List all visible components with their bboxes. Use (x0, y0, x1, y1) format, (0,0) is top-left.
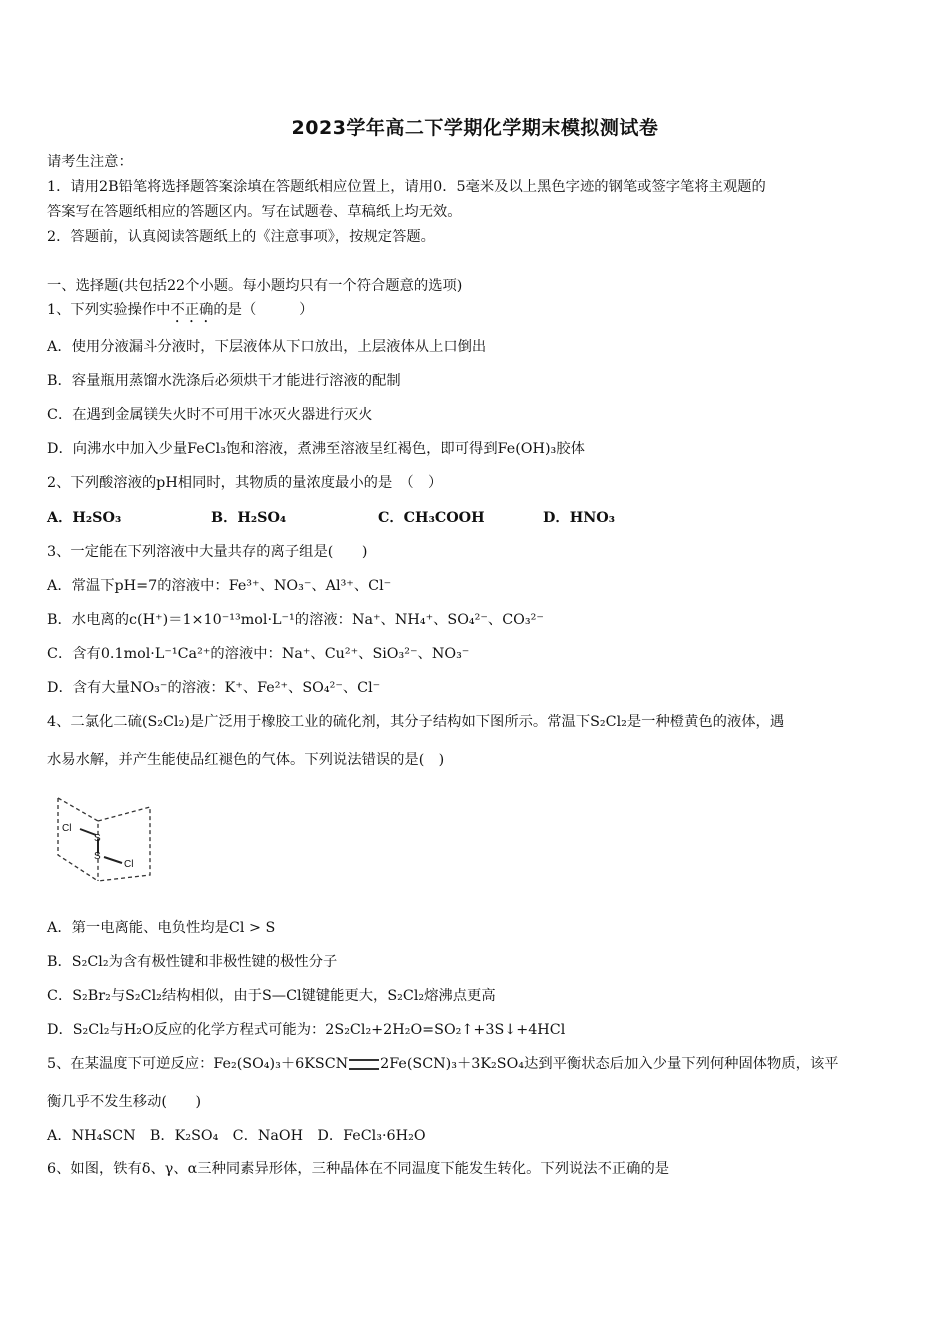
notice-heading: 请考生注意： (47, 154, 133, 170)
bond-s-cl-bottom (104, 857, 122, 863)
notice-item-2: 2．答题前，认真阅读答题纸上的《注意事项》，按规定答题。 (47, 229, 435, 245)
q2-option-d: D．HNO₃ (543, 510, 615, 526)
section-heading: 一、选择题(共包括22个小题。每小题均只有一个符合题意的选项) (47, 278, 463, 294)
q4-option-d: D．S₂Cl₂与H₂O反应的化学方程式可能为：2S₂Cl₂+2H₂O=SO₂↑+3S↓+4HCl (47, 1022, 566, 1038)
dashed-plane-left (58, 798, 98, 881)
q1-option-b: B．容量瓶用蒸馏水洗涤后必须烘干才能进行溶液的配制 (47, 373, 401, 389)
q1-stem-part1: 1、下列实验操作中 (47, 302, 171, 318)
q2-option-c: C．CH₃COOH (378, 510, 485, 526)
s2cl2-structure-svg (52, 793, 162, 888)
q5-stem-part1: 5、在某温度下可逆反应：Fe₂(SO₄)₃＋6KSCN (47, 1056, 349, 1072)
q1-stem-part2: 的是（ ） (213, 302, 314, 318)
q3-option-c: C．含有0.1mol·L⁻¹Ca²⁺的溶液中：Na⁺、Cu²⁺、SiO₃²⁻、NO₃⁻ (47, 646, 470, 662)
atom-label-s2: S (94, 851, 101, 862)
notice-item-1: 1．请用2B铅笔将选择题答案涂填在答题纸相应位置上，请用0．5毫米及以上黑色字迹的钢笔或签字笔将主观题的 (47, 179, 766, 195)
atom-label-s1: S (94, 833, 101, 844)
dashed-plane-middle (58, 798, 98, 881)
q5-stem-line2: 衡几乎不发生移动( ) (47, 1094, 202, 1110)
q3-option-b: B．水电离的c(H⁺)＝1×10⁻¹³mol·L⁻¹的溶液：Na⁺、NH₄⁺、SO₄²⁻、CO₃²⁻ (47, 612, 544, 628)
s2cl2-structure-diagram (52, 793, 162, 892)
q3-option-a: A．常温下pH=7的溶液中：Fe³⁺、NO₃⁻、Al³⁺、Cl⁻ (47, 578, 392, 594)
q2-option-b: B．H₂SO₄ (211, 510, 287, 526)
notice-item-1-cont: 答案写在答题纸相应的答题区内。写在试题卷、草稿纸上均无效。 (47, 204, 462, 220)
q4-option-c: C．S₂Br₂与S₂Cl₂结构相似，由于S—Cl键键能更大，S₂Cl₂熔沸点更高 (47, 988, 496, 1004)
q3-stem: 3、一定能在下列溶液中大量共存的离子组是( ) (47, 544, 368, 560)
q2-stem: 2、下列酸溶液的pH相同时，其物质的量浓度最小的是 （ ） (47, 475, 443, 491)
atom-label-cl2: Cl (124, 859, 134, 870)
equilibrium-arrow-icon (349, 1059, 379, 1070)
q1-option-d: D．向沸水中加入少量FeCl₃饱和溶液，煮沸至溶液呈红褐色，即可得到Fe(OH)₃胶体 (47, 441, 585, 457)
q1-option-c: C．在遇到金属镁失火时不可用干冰灭火器进行灭火 (47, 407, 373, 423)
q3-option-d: D．含有大量NO₃⁻的溶液：K⁺、Fe²⁺、SO₄²⁻、Cl⁻ (47, 680, 381, 696)
page-title: 2023学年高二下学期化学期末模拟测试卷 (291, 117, 659, 139)
q5-options: A．NH₄SCN B．K₂SO₄ C．NaOH D．FeCl₃·6H₂O (47, 1128, 426, 1144)
q1-stem-emphasis: 不正确 (170, 302, 214, 318)
q6-stem: 6、如图，铁有δ、γ、α三种同素异形体，三种晶体在不同温度下能发生转化。下列说法不正确的是 (47, 1161, 670, 1177)
q1-option-a: A．使用分液漏斗分液时，下层液体从下口放出，上层液体从上口倒出 (47, 339, 487, 355)
q5-stem-part2: 2Fe(SCN)₃＋3K₂SO₄达到平衡状态后加入少量下列何种固体物质，该平 (380, 1056, 839, 1072)
q4-option-a: A．第一电离能、电负性均是Cl > S (47, 920, 276, 936)
q1-stem (47, 301, 313, 326)
q4-option-b: B．S₂Cl₂为含有极性键和非极性键的极性分子 (47, 954, 338, 970)
q5-stem-line1 (47, 1055, 839, 1073)
q4-stem-line2: 水易水解，并产生能使品红褪色的气体。下列说法错误的是( ) (47, 752, 445, 768)
q4-stem-line1: 4、二氯化二硫(S₂Cl₂)是广泛用于橡胶工业的硫化剂，其分子结构如下图所示。常温下S₂Cl₂是一种橙黄色的液体，遇 (47, 714, 785, 730)
q2-option-a: A．H₂SO₃ (47, 510, 122, 526)
atom-label-cl1: Cl (62, 823, 72, 834)
